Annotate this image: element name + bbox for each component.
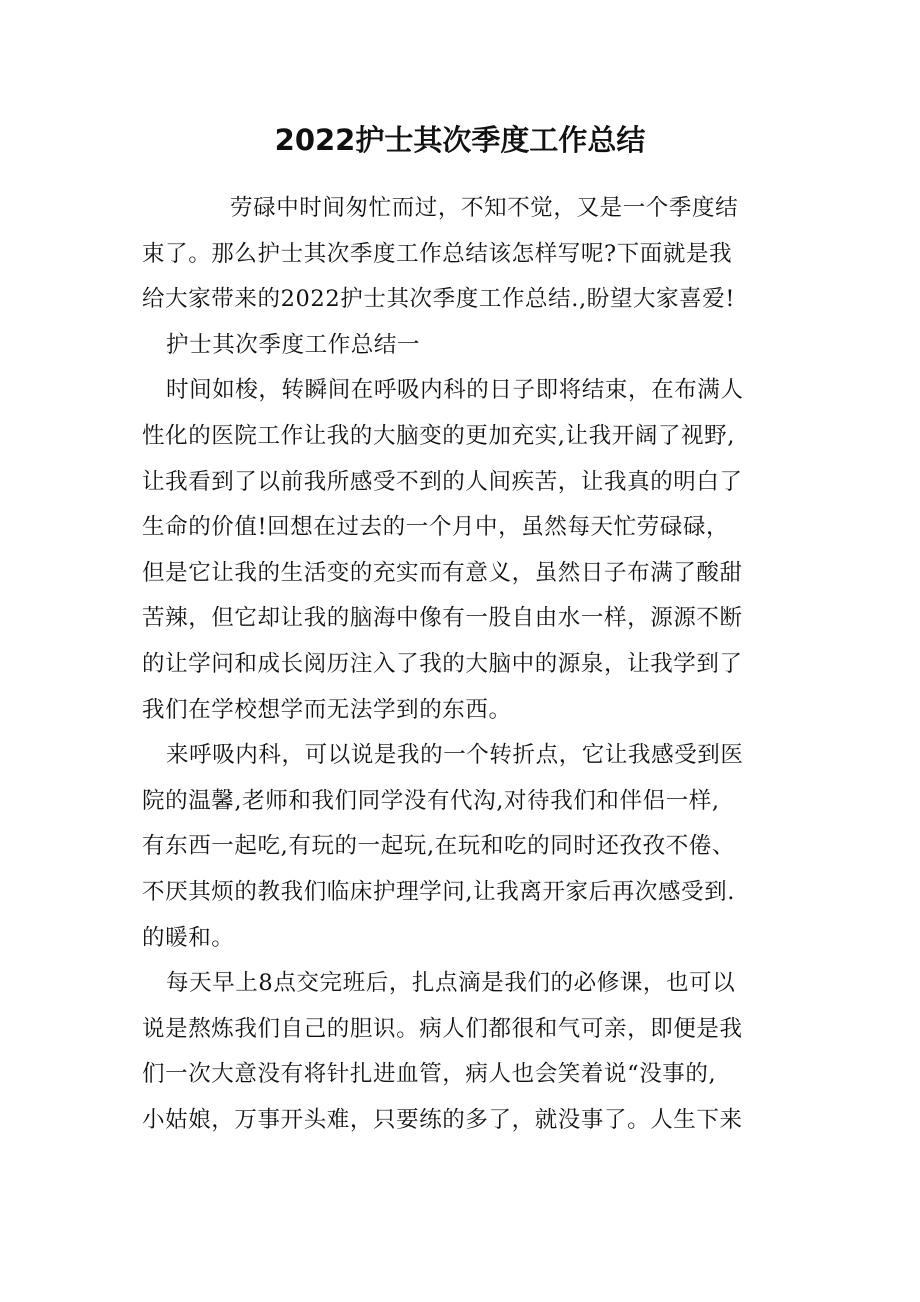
document-body	[142, 186, 782, 1143]
paragraph-line: 有东西一起吃,有玩的一起玩,在玩和吃的同时还孜孜不倦、	[142, 833, 736, 860]
paragraph-line: 不厌其烦的教我们临床护理学问,让我离开家后再次感受到.	[142, 878, 736, 905]
section-heading: 护士其次季度工作总结一	[166, 331, 421, 358]
paragraph-line: 来呼吸内科，可以说是我的一个转折点，它让我感受到医	[166, 742, 744, 769]
paragraph-line: 我们在学校想学而无法学到的东西。	[142, 696, 512, 723]
paragraph-line: 的暖和。	[142, 924, 235, 951]
paragraph-line: 性化的医院工作让我的大脑变的更加充实,让我开阔了视野,	[142, 422, 736, 449]
paragraph-line: 苦辣，但它却让我的脑海中像有一股自由水一样，源源不断	[142, 605, 743, 632]
paragraph-line: 院的温馨,老师和我们同学没有代沟,对待我们和伴侣一样,	[142, 787, 720, 814]
paragraph-line: 束了。那么护士其次季度工作总结该怎样写呢?下面就是我	[142, 240, 733, 267]
paragraph-line: 劳碌中时间匆忙而过，不知不觉，又是一个季度结	[230, 195, 739, 221]
paragraph-line: 们一次大意没有将针扎进血管，病人也会笑着说“没事的,	[142, 1061, 717, 1088]
paragraph-line: 每天早上8点交完班后，扎点滴是我们的必修课，也可以	[166, 970, 736, 997]
paragraph-line: 但是它让我的生活变的充实而有意义，虽然日子布满了酸甜	[142, 559, 743, 586]
paragraph-line: 说是熬炼我们自己的胆识。病人们都很和气可亲，即便是我	[142, 1015, 743, 1042]
document-title: 2022护士其次季度工作总结	[274, 123, 646, 157]
paragraph-line: 让我看到了以前我所感受不到的人间疾苦，让我真的明白了	[142, 468, 743, 495]
paragraph-line: 时间如梭，转瞬间在呼吸内科的日子即将结束，在布满人	[166, 377, 744, 404]
paragraph-line: 生命的价值!回想在过去的一个月中，虽然每天忙劳碌碌，	[142, 514, 730, 541]
paragraph-line: 的让学问和成长阅历注入了我的大脑中的源泉，让我学到了	[142, 650, 743, 677]
paragraph-line: 给大家带来的2022护士其次季度工作总结.,盼望大家喜爱!	[142, 286, 736, 313]
paragraph-line: 小姑娘，万事开头难，只要练的多了，就没事了。人生下来	[142, 1106, 743, 1133]
